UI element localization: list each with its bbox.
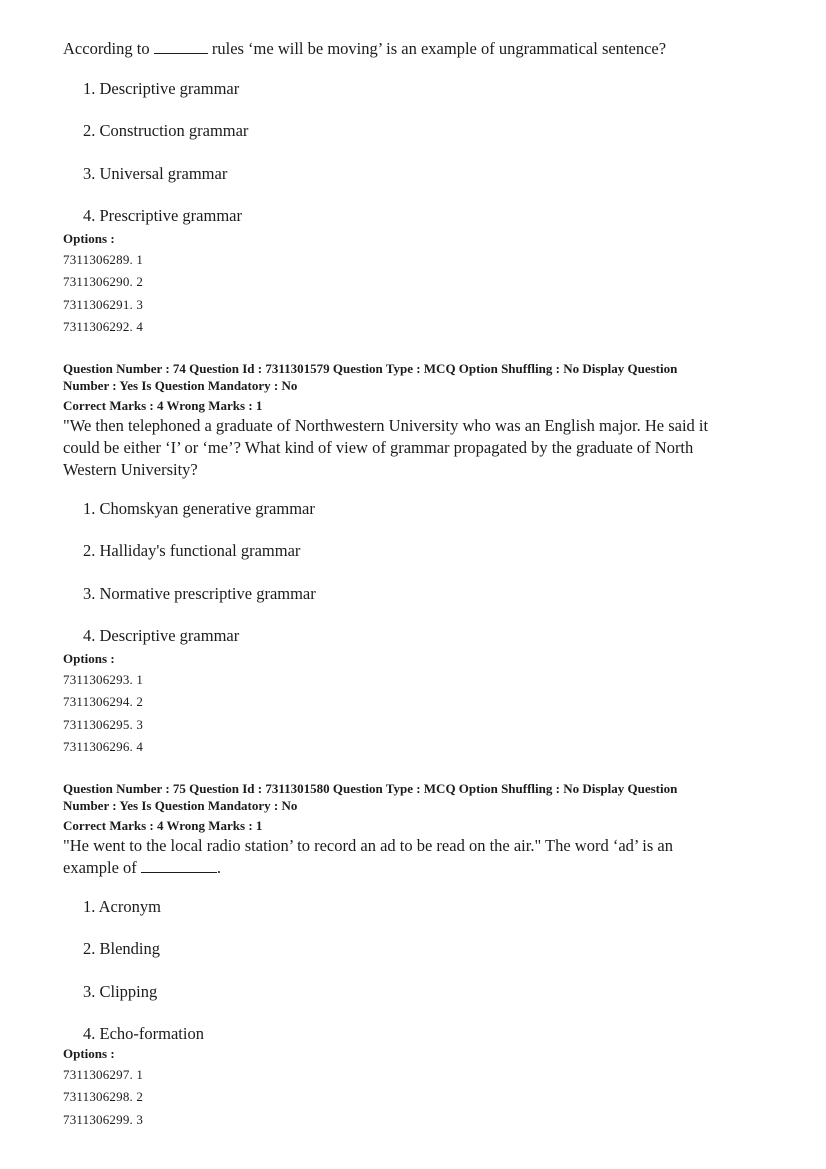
q74-choice-3: 3. Normative prescriptive grammar xyxy=(83,584,316,603)
q75-choice-1: 1. Acronym xyxy=(83,897,161,916)
q73-choice-4: 4. Prescriptive grammar xyxy=(83,206,242,225)
q75-answer-blank xyxy=(141,858,217,873)
q73-option-id: 7311306291. 3 xyxy=(63,297,144,312)
q74-choice-2: 2. Halliday's functional grammar xyxy=(83,541,301,560)
q73-choice-2: 2. Construction grammar xyxy=(83,121,249,140)
q74-options-label: Options : xyxy=(63,651,115,666)
q73-question-text: According to rules ‘me will be moving’ is an example of ungrammatical sentence? xyxy=(63,39,667,58)
q73-option-id: 7311306289. 1 xyxy=(63,252,144,267)
q73-option-id: 7311306290. 2 xyxy=(63,274,144,289)
q73-options-label: Options : xyxy=(63,231,115,246)
q74-question-text: "We then telephoned a graduate of Northwestern University who was an English major. He said it could be either ‘I’ or ‘me’? What kind of view of grammar propagated by the graduate of North Western University? xyxy=(63,416,709,479)
q75-marks: Correct Marks : 4 Wrong Marks : 1 xyxy=(63,818,263,833)
q74-meta: Question Number : 74 Question Id : 7311301579 Question Type : MCQ Option Shuffling : No Display Question Number : Yes Is Question Mandatory : No xyxy=(63,361,678,393)
q73-answer-blank xyxy=(154,39,208,54)
q75-option-id: 7311306298. 2 xyxy=(63,1089,144,1104)
q75-question-text: "He went to the local radio station’ to record an ad to be read on the air." The word ‘ad’ is an example of . xyxy=(63,836,674,877)
q73-choice-3: 3. Universal grammar xyxy=(83,164,228,183)
q73-choice-1: 1. Descriptive grammar xyxy=(83,79,240,98)
q74-choice-1: 1. Chomskyan generative grammar xyxy=(83,499,315,518)
q75-choice-3: 3. Clipping xyxy=(83,982,158,1001)
q75-choice-4: 4. Echo-formation xyxy=(83,1024,204,1043)
q75-meta: Question Number : 75 Question Id : 7311301580 Question Type : MCQ Option Shuffling : No Display Question Number : Yes Is Question Mandatory : No xyxy=(63,781,678,813)
q74-option-id: 7311306293. 1 xyxy=(63,672,144,687)
q75-options-label: Options : xyxy=(63,1046,115,1061)
q75-choice-2: 2. Blending xyxy=(83,939,160,958)
q73-option-id: 7311306292. 4 xyxy=(63,319,144,334)
q75-option-id: 7311306297. 1 xyxy=(63,1067,144,1082)
q75-option-id: 7311306299. 3 xyxy=(63,1112,144,1127)
q74-option-id: 7311306295. 3 xyxy=(63,717,144,732)
q74-option-id: 7311306296. 4 xyxy=(63,739,144,754)
q74-marks: Correct Marks : 4 Wrong Marks : 1 xyxy=(63,398,263,413)
q74-option-id: 7311306294. 2 xyxy=(63,694,144,709)
q74-choice-4: 4. Descriptive grammar xyxy=(83,626,240,645)
